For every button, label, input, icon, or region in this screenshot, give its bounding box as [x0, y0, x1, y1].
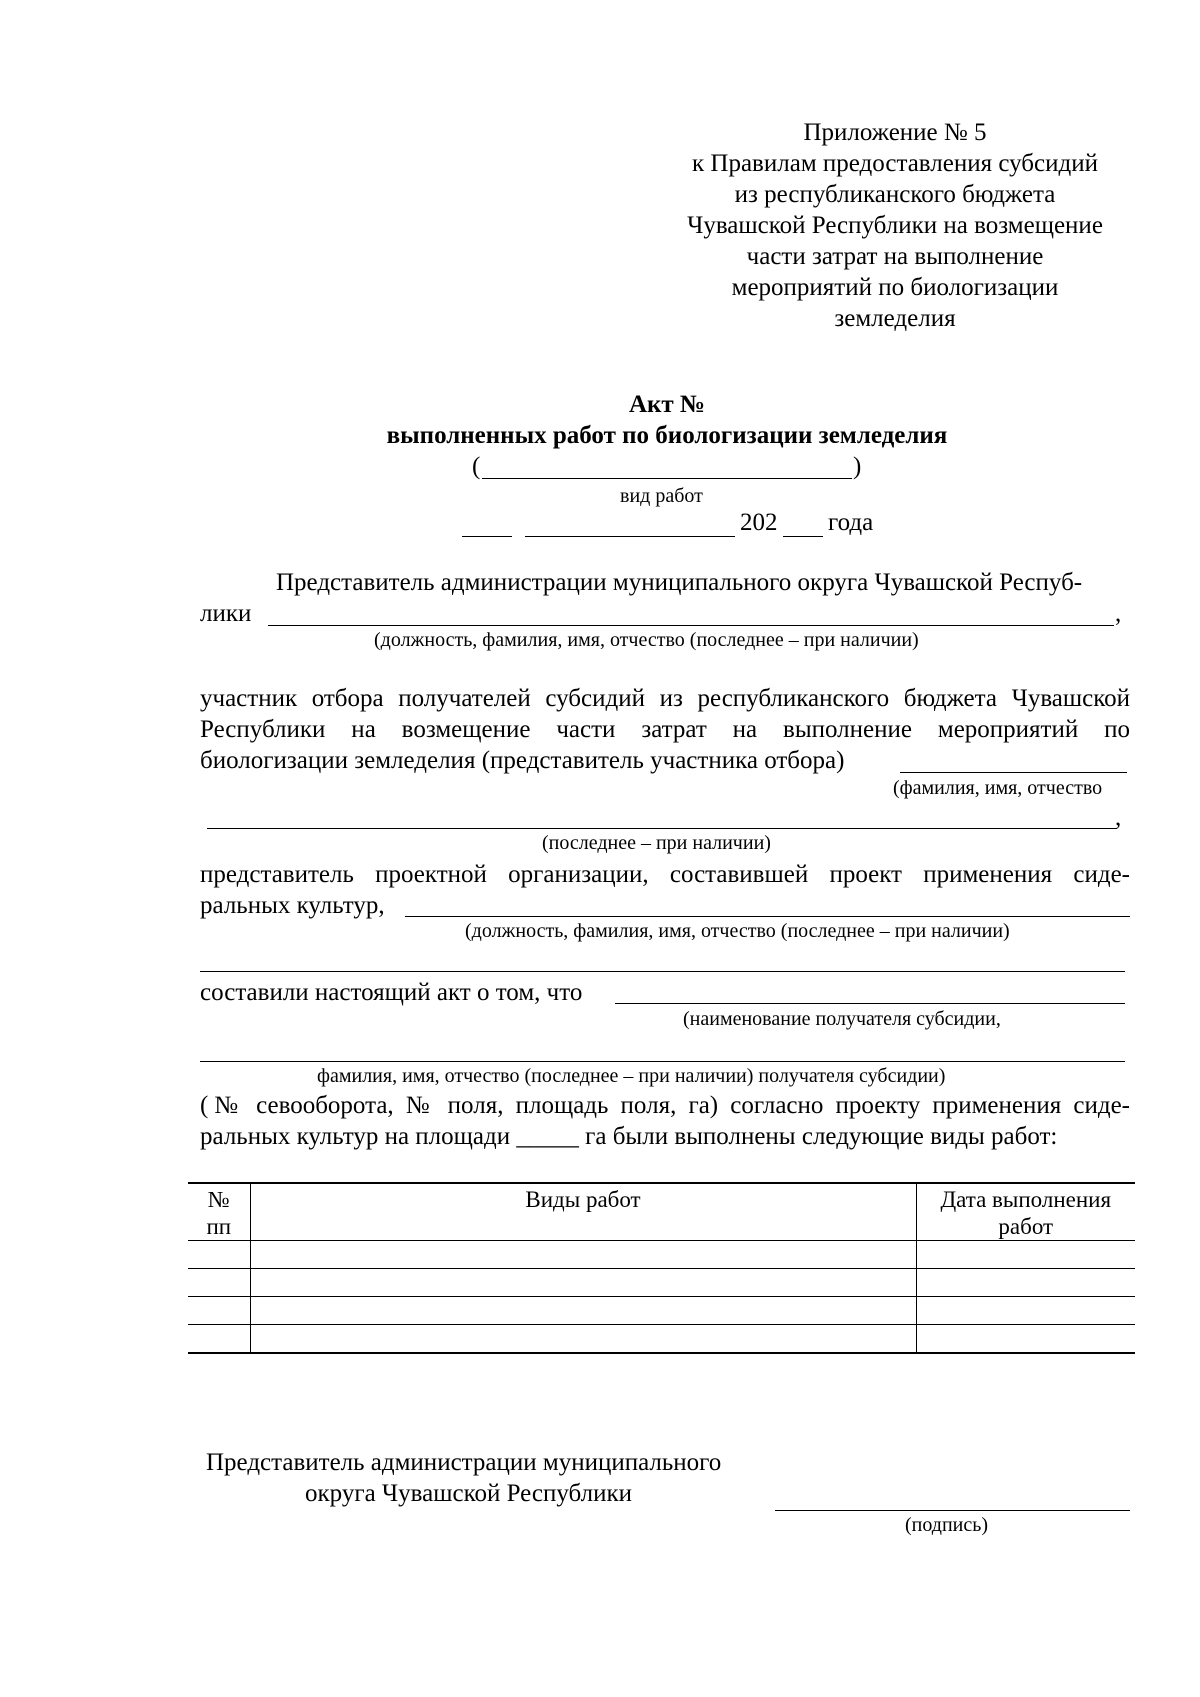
month-blank: [525, 536, 735, 537]
cell-date[interactable]: [916, 1241, 1135, 1269]
para1-comma: ,: [1115, 600, 1122, 627]
signature-line2: округа Чувашской Республики: [305, 1480, 633, 1507]
paren-close: ): [853, 453, 862, 480]
header-works: Виды работ: [250, 1183, 916, 1241]
works-table: [188, 1182, 1135, 1354]
appendix-line: Чувашской Республики на возмещение: [687, 212, 1103, 239]
table-row: [188, 1297, 1135, 1325]
para1-line2-prefix: лики: [200, 600, 252, 627]
participant-blank-2: [207, 828, 1117, 829]
year-prefix: 202: [740, 509, 778, 536]
act-title: Акт №: [628, 391, 706, 418]
para2-line2: Республики на возмещение части затрат на выполнение мероприятий по: [200, 716, 1130, 743]
header-number-line1: №: [207, 1187, 230, 1212]
table-row: [188, 1325, 1135, 1353]
para3-line2: ральных культур,: [200, 892, 385, 919]
para2-line1: участник отбора получателей субсидий из республиканского бюджета Чувашской: [200, 685, 1130, 712]
cell-work[interactable]: [250, 1269, 916, 1297]
participant-blank: [900, 772, 1127, 773]
header-number-line2: пп: [206, 1214, 232, 1239]
cell-date[interactable]: [916, 1325, 1135, 1353]
appendix-line: из республиканского бюджета: [734, 181, 1056, 208]
year-word: года: [828, 509, 874, 536]
project-org-blank-2: [200, 971, 1125, 972]
appendix-line: мероприятий по биологизации: [731, 274, 1059, 301]
table-header-row: [188, 1183, 1135, 1241]
signature-line1: Представитель администрации муниципального: [206, 1449, 722, 1476]
para4-line3: [200, 1121, 1057, 1152]
appendix-line: земледелия: [834, 305, 956, 332]
cell-date[interactable]: [916, 1297, 1135, 1325]
work-type-caption: вид работ: [620, 485, 703, 507]
cell-number[interactable]: [188, 1241, 250, 1269]
para4-caption2: фамилия, имя, отчество (последнее – при наличии) получателя субсидии): [317, 1065, 946, 1087]
para1-line1: Представитель администрации муниципального округа Чувашской Респуб-: [276, 569, 1083, 596]
para4-line2: (№ севооборота, № поля, площадь поля, га) согласно проекту применения сиде-: [200, 1092, 1130, 1119]
signature-caption: (подпись): [905, 1514, 989, 1536]
appendix-line: Приложение № 5: [803, 119, 987, 146]
work-type-blank: [482, 478, 852, 479]
header-number: [188, 1183, 250, 1241]
representative-blank: [268, 625, 1114, 626]
cell-number[interactable]: [188, 1269, 250, 1297]
table-row: [188, 1241, 1135, 1269]
paren-open: (: [472, 453, 481, 480]
cell-date[interactable]: [916, 1269, 1135, 1297]
appendix-line: части затрат на выполнение: [746, 243, 1044, 270]
table-row: [188, 1269, 1135, 1297]
para4-line3-suffix: га были выполнены следующие виды работ:: [585, 1123, 1058, 1150]
signature-blank: [775, 1510, 1130, 1511]
para4-line1: составили настоящий акт о том, что: [200, 979, 583, 1006]
header-date-line1: Дата выполнения: [940, 1187, 1112, 1212]
day-blank: [462, 536, 512, 537]
para2-line3: биологизации земледелия (представитель участника отбора): [200, 747, 845, 774]
cell-work[interactable]: [250, 1297, 916, 1325]
para2-caption1: (фамилия, имя, отчество: [893, 777, 1103, 799]
year-blank: [783, 536, 823, 537]
recipient-blank-2: [200, 1061, 1125, 1062]
para3-caption: (должность, фамилия, имя, отчество (последнее – при наличии): [465, 920, 1010, 942]
para4-line3-prefix: ральных культур на площади: [200, 1123, 511, 1150]
cell-work[interactable]: [250, 1241, 916, 1269]
header-date: [916, 1183, 1135, 1241]
recipient-blank: [615, 1003, 1125, 1004]
project-org-blank: [405, 916, 1130, 917]
area-blank: _____: [516, 1123, 579, 1150]
para3-line1: представитель проектной организации, составившей проект применения сиде-: [200, 861, 1130, 888]
cell-number[interactable]: [188, 1297, 250, 1325]
appendix-header: [660, 117, 1130, 334]
para1-caption: (должность, фамилия, имя, отчество (последнее – при наличии): [374, 629, 919, 651]
act-subtitle: выполненных работ по биологизации земледелия: [386, 422, 948, 449]
cell-work[interactable]: [250, 1325, 916, 1353]
cell-number[interactable]: [188, 1325, 250, 1353]
appendix-line: к Правилам предоставления субсидий: [692, 150, 1098, 177]
para2-comma: ,: [1115, 804, 1122, 831]
para2-caption2: (последнее – при наличии): [542, 832, 771, 854]
header-date-line2: работ: [998, 1214, 1054, 1239]
para4-caption1: (наименование получателя субсидии,: [683, 1008, 1001, 1030]
